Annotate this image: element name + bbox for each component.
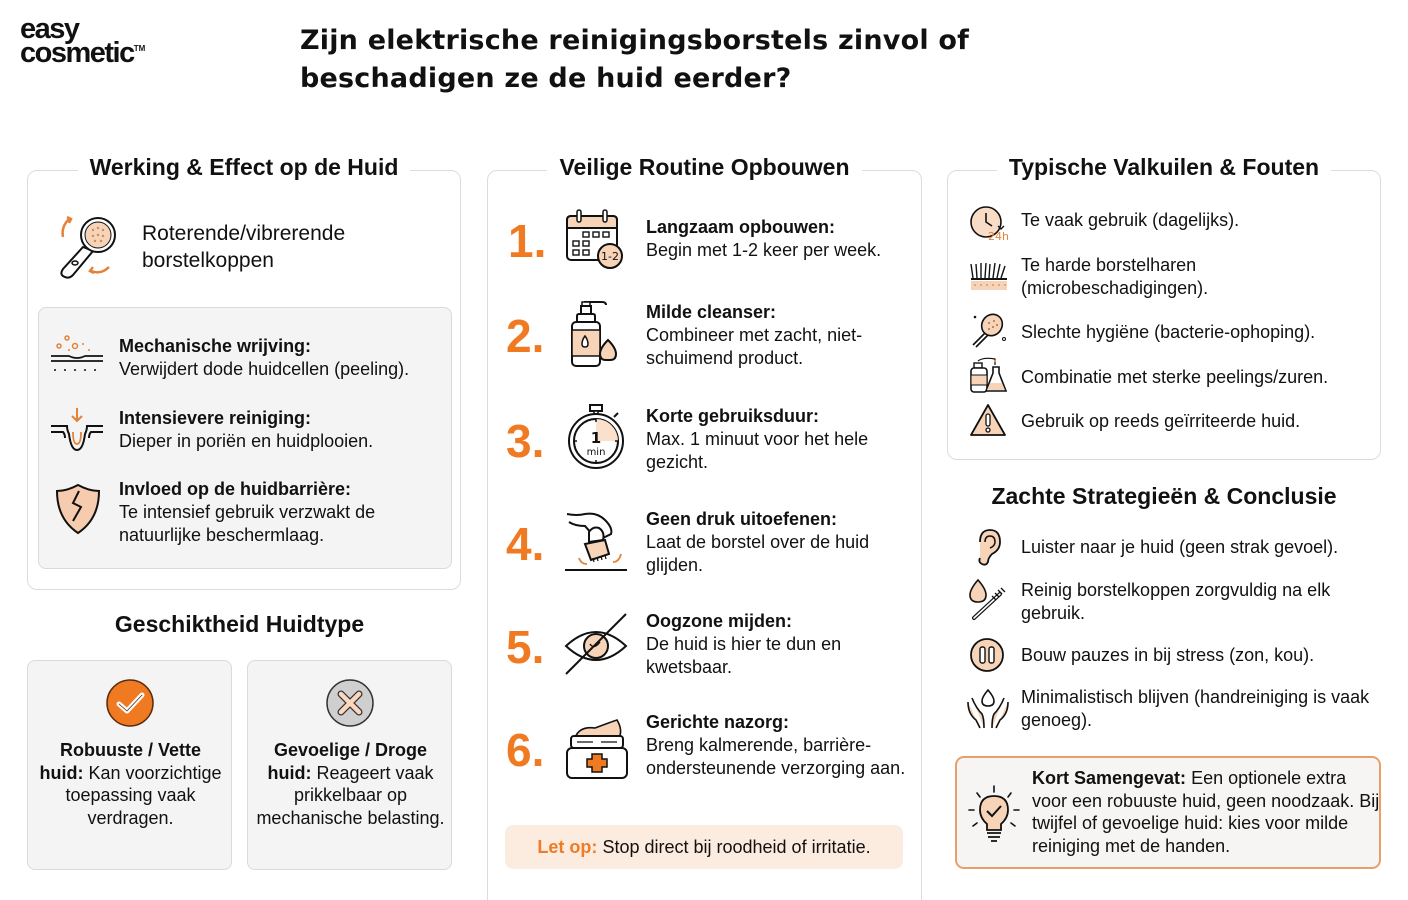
eye-slash-icon	[562, 612, 632, 678]
step-2-title: Milde cleanser:	[646, 302, 777, 322]
drop-brush-icon	[968, 578, 1008, 622]
panel-effect	[27, 154, 461, 590]
clock-24h-icon	[968, 204, 1012, 244]
skin-card-robust	[27, 660, 232, 870]
effect-list	[38, 307, 452, 569]
svg-text:24h: 24h	[988, 230, 1009, 243]
pitfall-1: Te vaak gebruik (dagelijks).	[1021, 210, 1240, 230]
effect-item-1-text: Verwijdert dode huidcellen (peeling).	[119, 359, 410, 379]
hands-drop-icon	[966, 688, 1010, 730]
panel-pitfalls-title: Typische Valkuilen & Fouten	[997, 154, 1331, 180]
effect-item-2-text: Dieper in poriën en huidplooien.	[119, 431, 374, 451]
summary-box	[955, 756, 1381, 869]
stopwatch-value: 1	[590, 429, 602, 447]
intro-line1: Roterende/vibrerende	[142, 222, 346, 245]
note-text: Stop direct bij roodheid of irritatie.	[602, 837, 871, 857]
step-5-title: Oogzone mijden:	[646, 611, 792, 631]
chemicals-icon	[969, 357, 1009, 395]
trademark: TM	[133, 43, 146, 53]
broken-shield-icon	[53, 481, 103, 537]
hand-brush-icon	[563, 510, 631, 574]
stopwatch-unit: min	[586, 447, 606, 458]
brush-device-icon	[53, 209, 125, 281]
calendar-badge: 1-2	[601, 250, 619, 263]
brand-logo	[20, 13, 146, 69]
pore-cleaning-icon	[49, 406, 105, 454]
warning-note	[505, 825, 903, 869]
pitfall-2: Te harde borstelharen (microbeschadigingen).	[1021, 255, 1209, 298]
strategy-4: Minimalistisch blijven (handreiniging is vaak genoeg).	[1021, 687, 1370, 730]
step-2-text: Combineer met zacht, niet-schuimend product.	[646, 325, 863, 368]
step-1-number: 1.	[508, 215, 547, 267]
pitfall-5: Gebruik op reeds geïrriteerde huid.	[1021, 411, 1301, 431]
strategy-1: Luister naar je huid (geen strak gevoel).	[1021, 537, 1339, 557]
strategies-title: Zachte Strategieën & Conclusie	[991, 483, 1337, 509]
effect-item-3-title: Invloed op de huidbarrière:	[119, 479, 352, 499]
step-4-number: 4.	[506, 518, 545, 570]
intro-line2: borstelkoppen	[142, 249, 274, 272]
step-6-text: Breng kalmerende, barrière-ondersteunende verzorging aan.	[646, 735, 906, 778]
effect-item-3-text: Te intensief gebruik verzwakt de natuurlijke beschermlaag.	[119, 502, 376, 545]
calendar-icon	[565, 208, 625, 270]
step-3-title: Korte gebruiksduur:	[646, 406, 820, 426]
step-3-text: Max. 1 minuut voor het hele gezicht.	[646, 429, 869, 472]
skin-card-sensitive-text: Reageert vaak prikkelbaar op mechanische belasting.	[256, 762, 445, 828]
skin-friction-icon	[49, 334, 105, 378]
ear-icon	[972, 528, 1002, 568]
brand-line2: cosmetic	[20, 36, 134, 69]
step-3-number: 3.	[506, 415, 545, 467]
step-1-text: Begin met 1-2 keer per week.	[646, 240, 882, 260]
step-4-text: Laat de borstel over de huid glijden.	[646, 532, 870, 575]
brand-line1: easy	[20, 13, 79, 45]
page-title: Zijn elektrische reinigingsborstels zinvol of beschadigen ze de huid eerder?	[300, 25, 970, 94]
step-6-number: 6.	[506, 724, 545, 776]
effect-item-2-title: Intensievere reiniging:	[119, 408, 312, 428]
skin-card-sensitive-title: Gevoelige / Droge huid:	[267, 740, 428, 783]
check-circle-icon	[105, 678, 155, 728]
skin-card-sensitive	[247, 660, 452, 870]
dirty-brush-icon	[969, 311, 1009, 349]
skin-card-robust-text: Kan voorzichtige toepassing vaak verdragen.	[65, 762, 222, 828]
step-5-number: 5.	[506, 621, 545, 673]
lightbulb-check-icon	[965, 784, 1023, 846]
cream-jar-icon	[565, 718, 631, 782]
skin-card-robust-title: Robuuste / Vette huid:	[39, 740, 202, 783]
skin-type-title: Geschiktheid Huidtype	[114, 611, 365, 637]
step-1-title: Langzaam opbouwen:	[646, 217, 835, 237]
panel-effect-title: Werking & Effect op de Huid	[78, 154, 411, 180]
x-circle-icon	[325, 678, 375, 728]
step-5-text: De huid is hier te dun en kwetsbaar.	[646, 634, 842, 677]
step-6-title: Gerichte nazorg:	[646, 712, 790, 732]
summary-text: Een optionele extra voor een robuuste huid, geen noodzaak. Bij twijfel of gevoelige huid: kies voor milde reiniging met de handen.	[1032, 768, 1380, 856]
warning-icon	[969, 402, 1007, 438]
pitfall-4: Combinatie met sterke peelings/zuren.	[1021, 367, 1329, 387]
strategy-3: Bouw pauzes in bij stress (zon, kou).	[1021, 645, 1315, 665]
pause-icon	[969, 637, 1005, 673]
cleanser-bottle-icon	[570, 298, 622, 370]
effect-item-1-title: Mechanische wrijving:	[119, 336, 312, 356]
panel-routine-title: Veilige Routine Opbouwen	[547, 154, 861, 180]
summary-label: Kort Samengevat:	[1032, 768, 1187, 788]
strategy-2: Reinig borstelkoppen zorgvuldig na elk gebruik.	[1021, 580, 1331, 623]
hard-bristles-icon	[969, 260, 1009, 294]
note-label: Let op:	[537, 837, 598, 857]
pitfall-3: Slechte hygiëne (bacterie-ophoping).	[1021, 322, 1316, 342]
step-2-number: 2.	[506, 310, 545, 362]
step-4-title: Geen druk uitoefenen:	[646, 509, 838, 529]
stopwatch-icon	[566, 403, 628, 471]
